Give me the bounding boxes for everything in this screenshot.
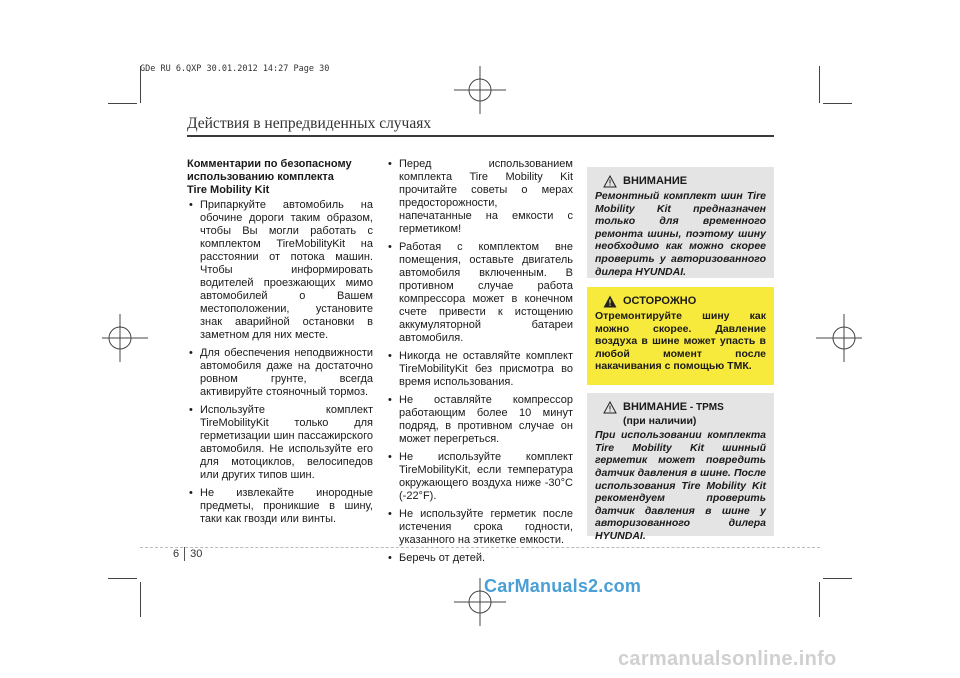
list-item: • Не оставляйте компрессор работающим более 10 минут подряд, в противном случае он может перегреться. [386, 394, 573, 446]
notice-header [595, 175, 766, 188]
list-item: • Не используйте комплект TireMobilityKit, если температура окружающего воздуха ниже -30°C (-22°F). [386, 451, 573, 503]
section-title: Действия в непредвиденных случаях [187, 115, 432, 132]
safety-heading [187, 158, 373, 197]
watermark-carmanuals2[interactable]: CarManuals2.com [484, 576, 642, 596]
print-slug: GDe RU 6.QXP 30.01.2012 14:27 Page 30 [140, 64, 330, 74]
chapter-number: 6 [173, 548, 180, 560]
safety-list [187, 199, 373, 526]
caution-box [587, 287, 774, 385]
caution-text: Отремонтируйте шину как можно скорее. Давление воздуха в шине может упасть в любой момент после накачивания с помощью ТМК. [595, 310, 766, 373]
crop-mark [823, 103, 852, 104]
tpms-notice-box [587, 393, 774, 542]
page-number [173, 547, 202, 561]
tpms-notice-header [595, 401, 766, 427]
precautions-list [386, 158, 573, 565]
warning-icon [603, 401, 617, 414]
footer-rule [140, 547, 820, 548]
page-separator [184, 547, 185, 561]
left-column [187, 158, 373, 531]
crop-mark [823, 578, 852, 579]
list-item: • Никогда не оставляйте комплект TireMobilityKit без присмотра во время использования. [386, 350, 573, 389]
list-item: • Не извлекайте инородные предметы, проникшие в шину, таки как гвозди или винты. [187, 487, 373, 526]
crop-mark [108, 103, 137, 104]
caution-header [595, 295, 766, 308]
crop-mark [108, 578, 137, 579]
caution-title: ОСТОРОЖНО [623, 295, 697, 307]
heading-line: Tire Mobility Kit [187, 184, 270, 196]
list-item: • Используйте комплект TireMobilityKit только для герметизации шин пассажирского автомобиля. Не используйте его для мотоциклов, велосипедов или других типов шин. [187, 404, 373, 482]
tpms-notice-title: ВНИМАНИЕ [623, 401, 688, 413]
tpms-notice-title-suffix: - TPMS [687, 402, 724, 413]
registration-mark-top [452, 62, 508, 118]
list-item: • Беречь от детей. [386, 552, 573, 565]
registration-mark-left [100, 310, 152, 366]
list-item: • Не используйте герметик после истечения срока годности, указанного на этикетке емкости. [386, 508, 573, 547]
registration-mark-right [812, 310, 864, 366]
heading-line: использованию комплекта [187, 171, 334, 183]
list-item: • Перед использованием комплекта Tire Mobility Kit прочитайте советы о мерах предосторожности, напечатанные на емкости с герметиком! [386, 158, 573, 236]
list-item: • Припаркуйте автомобиль на обочине дороги таким образом, чтобы Вы могли работать с комплектом TireMobilityKit на расстоянии от потока машин. Чтобы информировать водителей проезжающих мимо автомобилей о Вашем местоположении, установите знак аварийной остановки в заметном для них месте. [187, 199, 373, 342]
heading-line: Комментарии по безопасному [187, 158, 352, 170]
crop-mark [819, 582, 820, 617]
notice-box [587, 167, 774, 278]
crop-mark [140, 582, 141, 617]
header-rule [187, 135, 774, 137]
middle-column [386, 158, 573, 570]
notice-title: ВНИМАНИЕ [623, 175, 688, 187]
page-index: 30 [190, 548, 203, 560]
warning-icon [603, 175, 617, 188]
warning-icon [603, 295, 617, 308]
tpms-notice-text: При использовании комплекта Tire Mobility Kit шинный герметик может повредить датчик давления в шине. После использования Tire Mobility Kit рекомендуем проверить датчик давления в шине у авторизованного дилера HYUNDAI. [595, 429, 766, 542]
notice-text: Ремонтный комплект шин Tire Mobility Kit предназначен только для временного ремонта шины, поэтому шину необходимо как можно скорее проверить у авторизованного дилера HYUNDAI. [595, 190, 766, 278]
tpms-notice-title-block [623, 401, 724, 427]
crop-mark [819, 66, 820, 103]
list-item: • Работая с комплектом вне помещения, оставьте двигатель автомобиля включенным. В противном случае работа компрессора может в конечном счете привести к истощению аккумуляторной батареи автомобиля. [386, 241, 573, 345]
list-item: • Для обеспечения неподвижности автомобиля даже на достаточно ровном грунте, всегда активируйте стояночный тормоз. [187, 347, 373, 399]
watermark-carmanualsonline[interactable]: carmanualsonline.info [618, 648, 837, 670]
tpms-notice-subtitle: (при наличии) [623, 414, 697, 427]
